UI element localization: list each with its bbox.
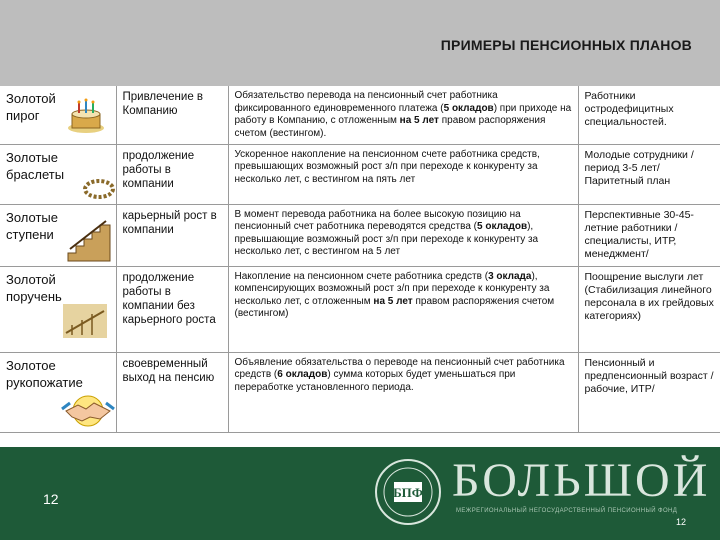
plan-name-line: ступени — [6, 226, 54, 242]
plan-name-cell — [0, 266, 116, 352]
plan-name-line: рукопожатие — [6, 374, 83, 390]
plan-target-group-cell: Поощрение выслуги лет (Стабилизация линейного персонала в их грейдовых категориях) — [578, 266, 720, 352]
plan-description-cell — [228, 352, 578, 432]
description-text: ) сумма которых будет уменьшаться при переработке установленного периода. — [234, 369, 516, 393]
description-emphasis: на 5 лет — [373, 295, 413, 307]
table-row — [0, 204, 720, 266]
description-text: правом распоряжения счетом (вестингом). — [234, 115, 546, 139]
handrail-icon — [62, 303, 108, 343]
plan-description-cell — [228, 144, 578, 204]
plan-name-line: Золотые — [6, 209, 58, 225]
slide-header — [0, 0, 720, 86]
slide-title: ПРИМЕРЫ ПЕНСИОННЫХ ПЛАНОВ — [440, 37, 692, 53]
bracelet-icon — [82, 178, 116, 204]
description-emphasis: 5 окладов — [477, 221, 528, 232]
description-text: ) при приходе на работу в Компанию, с отложенным — [234, 102, 572, 126]
page-number: 12 — [43, 491, 59, 507]
brand-logo-text: БОЛЬШОЙ — [452, 454, 711, 507]
plan-name-line: Золотой — [6, 91, 56, 106]
plan-goal-cell: продолжение работы в компании без карьерного роста — [116, 266, 228, 352]
description-text: правом распоряжения счетом (вестингом) — [234, 295, 555, 319]
plan-name-cell — [0, 204, 116, 266]
cake-icon — [66, 98, 106, 138]
description-text: Накопление на пенсионном счете работника средств ( — [234, 270, 489, 282]
plan-name-line: Золотые — [6, 149, 58, 165]
plan-name-cell — [0, 352, 116, 432]
description-emphasis: 5 окладов — [443, 102, 494, 114]
slide-footer — [0, 447, 720, 540]
brand-tagline: МЕЖРЕГИОНАЛЬНЫЙ НЕГОСУДАРСТВЕННЫЙ ПЕНСИОННЫЙ ФОНД — [456, 508, 678, 514]
handshake-icon — [60, 389, 116, 433]
table-row — [0, 144, 720, 204]
description-text: В момент перевода работника на более высокую позицию на пенсионный счет работника переводятся средства ( — [234, 208, 521, 232]
plan-target-group-cell: Работники остродефицитных специальностей. — [578, 86, 720, 144]
plan-name-cell — [0, 86, 116, 144]
description-text: ), превышающие возможный рост з/п при переходе к конкуренту за несколько лет, с вестингом на 5 лет — [234, 221, 539, 257]
plan-description-cell — [228, 86, 578, 144]
plan-name-line: браслеты — [6, 166, 65, 182]
plan-name-line: пирог — [6, 108, 40, 123]
plan-target-group-cell: Перспективные 30-45-летние работники /специалисты, ИТР, менеджмент/ — [578, 204, 720, 266]
plan-goal-cell: своевременный выход на пенсию — [116, 352, 228, 432]
description-text: Объявление обязательства о переводе на пенсионный счет работника средств ( — [234, 356, 565, 380]
table-row — [0, 352, 720, 432]
description-emphasis: на 5 лет — [399, 115, 439, 126]
fund-emblem-icon — [372, 454, 444, 530]
description-text: Обязательство перевода на пенсионный счет работника фиксированного единовременного платежа ( — [234, 90, 498, 114]
description-emphasis: 3 оклада — [488, 270, 532, 282]
plan-goal-cell: карьерный рост в компании — [116, 204, 228, 266]
stairs-icon — [66, 219, 114, 267]
plan-name-line: Золотое — [6, 357, 56, 373]
plan-goal-cell: продолжение работы в компании — [116, 144, 228, 204]
svg-text:БПФ: БПФ — [393, 485, 423, 500]
table-row — [0, 266, 720, 352]
description-emphasis: 6 окладов — [277, 369, 328, 380]
description-text: Ускоренное накопление на пенсионном счете работника средств, превышающих возможный рост з/п при переходе к конкуренту за несколько лет, с вестингом на пять лет — [234, 148, 540, 185]
plan-description-cell — [228, 266, 578, 352]
table-row — [0, 86, 720, 144]
plan-target-group-cell: Пенсионный и предпенсионный возраст /рабочие, ИТР/ — [578, 352, 720, 432]
description-text: ), компенсирующих возможный рост з/п при переходе к конкуренту за несколько лет, с отложенным — [234, 270, 550, 307]
plan-description-cell — [228, 204, 578, 266]
pension-plans-table — [0, 86, 720, 433]
plan-goal-cell: Привлечение в Компанию — [116, 86, 228, 144]
plan-target-group-cell: Молодые сотрудники /период 3-5 лет/ Паритетный план — [578, 144, 720, 204]
plan-name-line: Золотой — [6, 271, 56, 287]
plan-name-line: поручень — [6, 288, 62, 304]
page-number-small: 12 — [675, 517, 686, 527]
plan-name-cell — [0, 144, 116, 204]
